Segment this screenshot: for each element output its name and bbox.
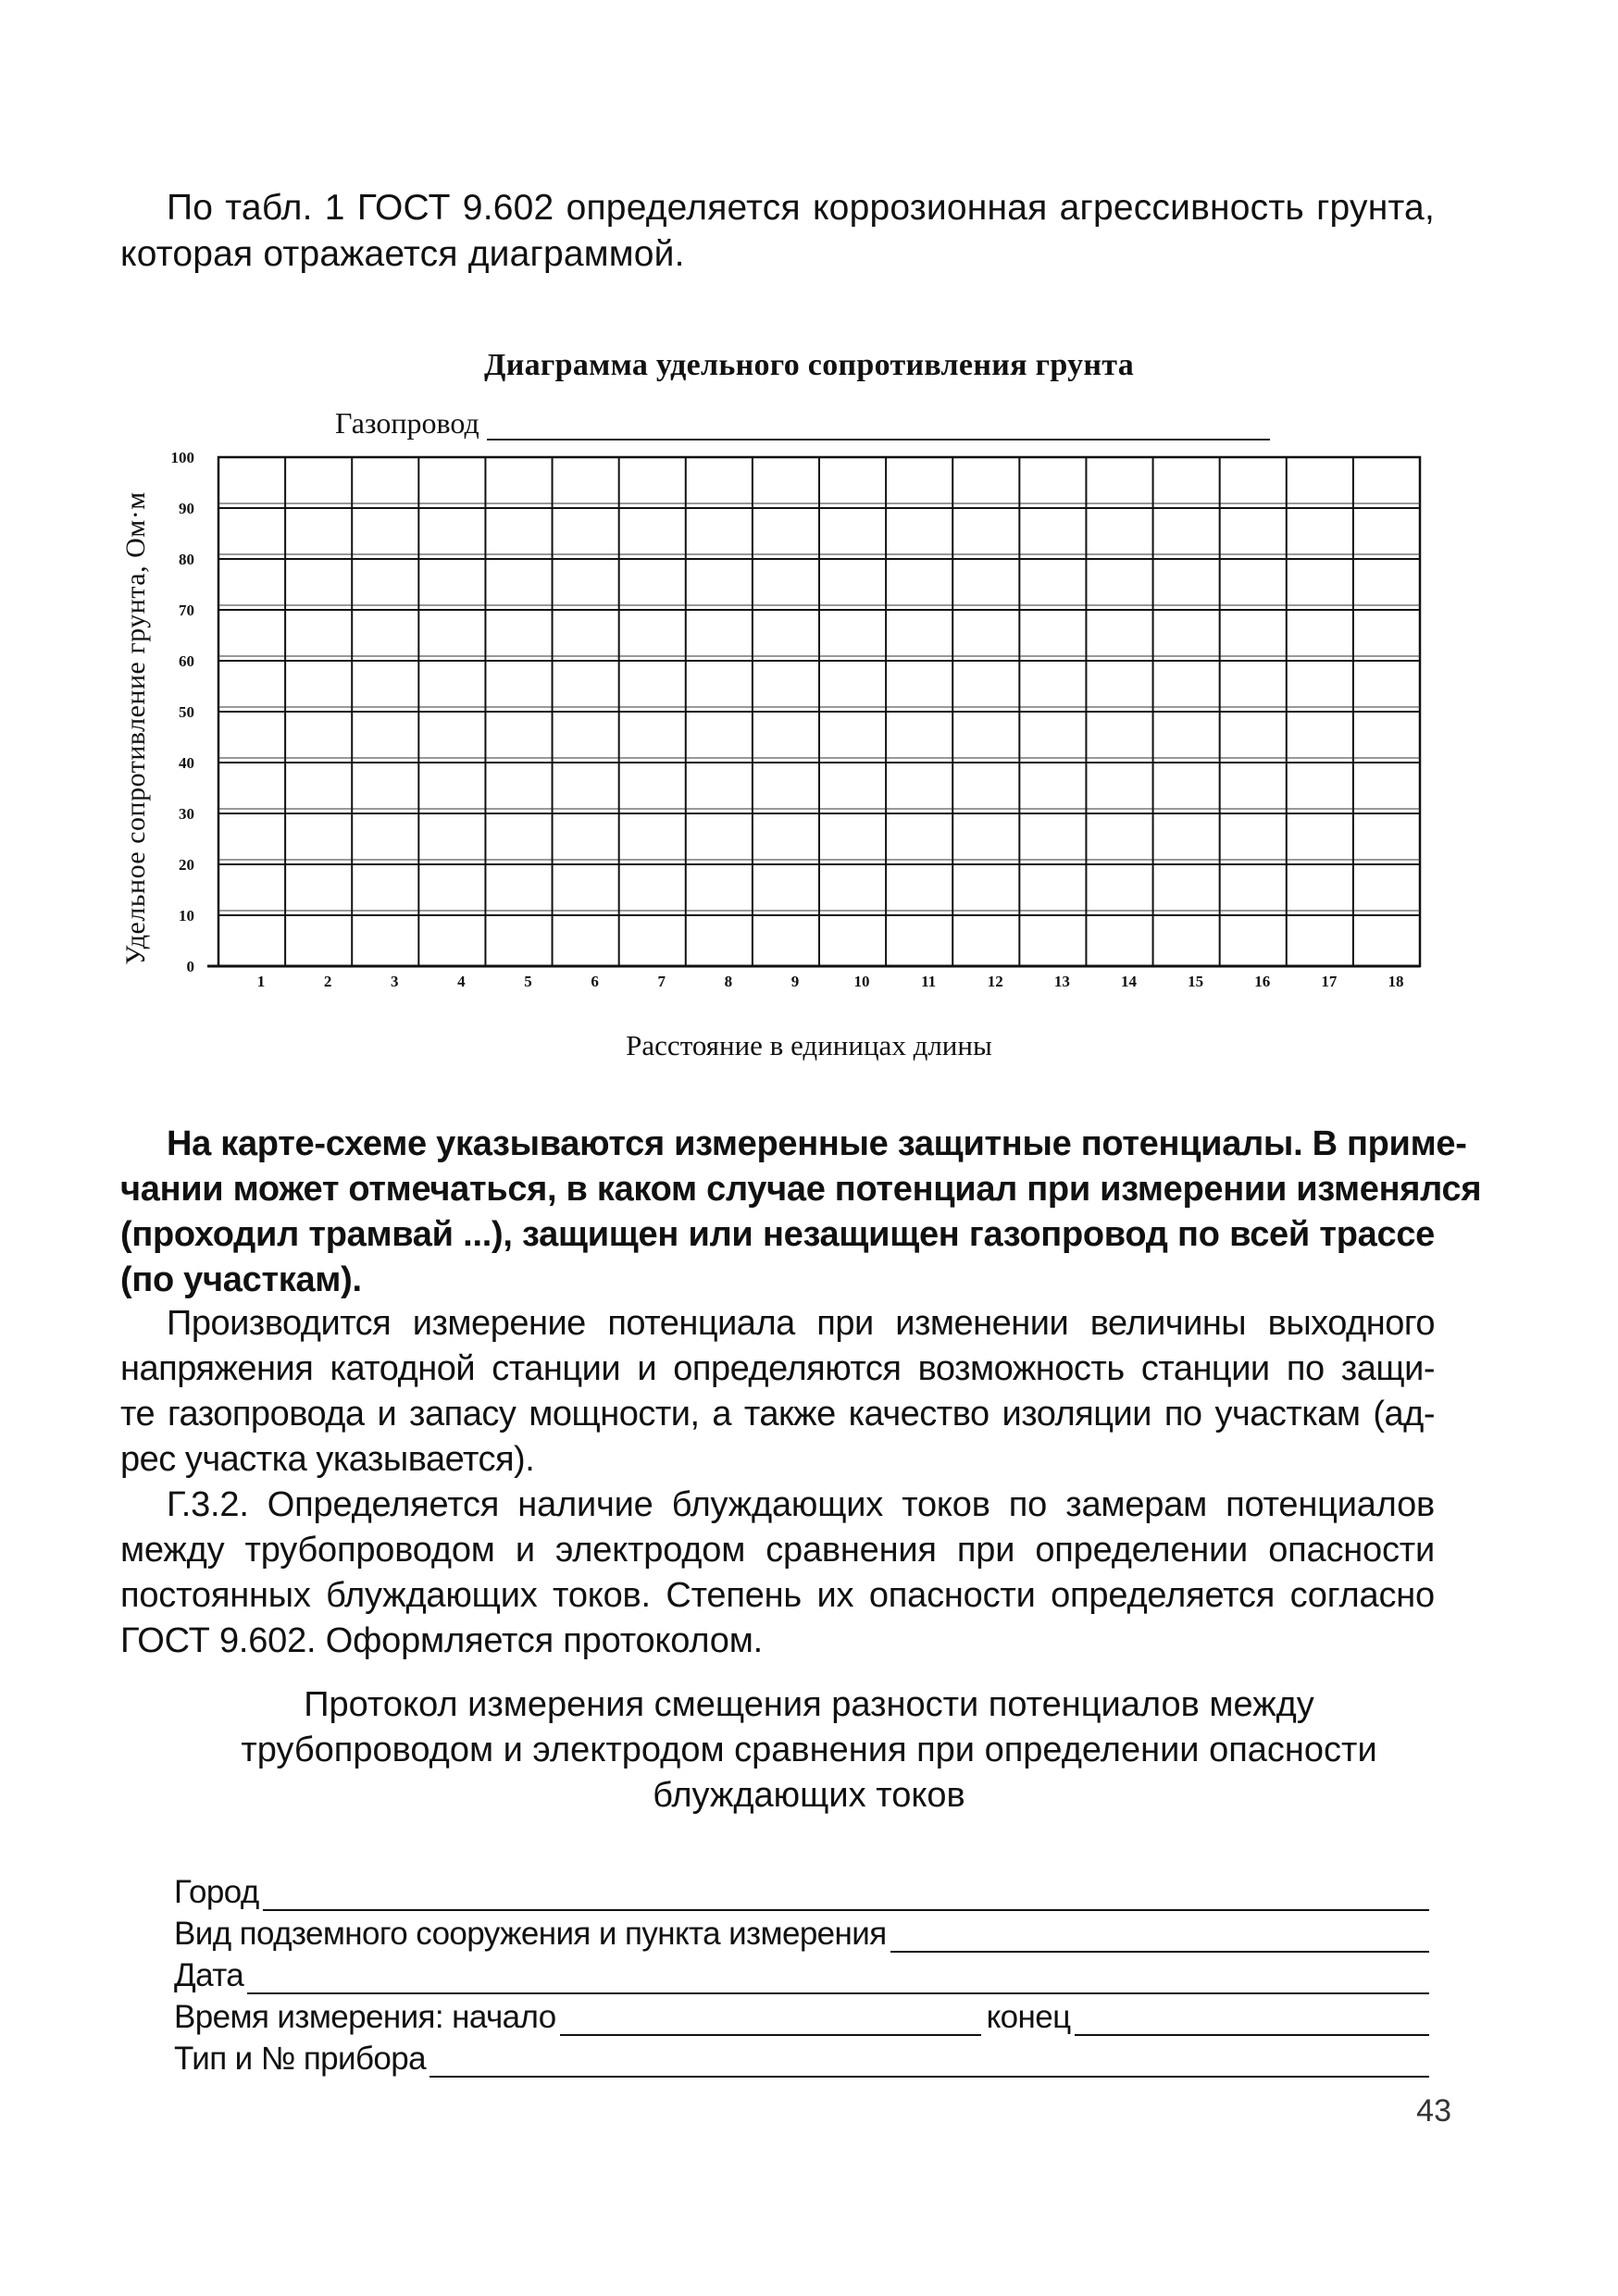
y-tick-label: 10 [179,907,194,925]
x-tick-label: 9 [790,973,800,990]
chart-title: Диаграмма удельного сопротивления грунта [484,348,1134,382]
x-tick-label: 2 [323,973,332,990]
y-tick-label: 20 [179,856,194,874]
x-tick-label: 1 [256,973,266,990]
paragraph-line: рес участка указывается). [120,1440,535,1479]
y-tick-label: 100 [170,452,194,466]
protocol-title-line: блуждающих токов [653,1776,965,1815]
x-tick-label: 7 [657,973,666,990]
x-axis-label: Расстояние в единицах длины [626,1029,992,1061]
paragraph-line: На карте-схеме указываются измеренные защитные потенциалы. В приме- [167,1124,1467,1163]
x-tick-label: 8 [724,973,733,990]
intro-line: По табл. 1 ГОСТ 9.602 определяется коррозионная агрессивность грунта, [167,188,1435,228]
x-tick-label: 4 [457,973,466,990]
paragraph-line: Г.3.2. Определяется наличие блуждающих токов по замерам потенциалов [167,1485,1435,1524]
x-tick-label: 15 [1188,973,1204,990]
paragraph-line: (проходил трамвай ...), защищен или незащищен газопровод по всей трассе [120,1215,1435,1254]
measurement-paragraph [120,1301,1435,1483]
protocol-title-line: Протокол измерения смещения разности потенциалов между [304,1685,1314,1724]
y-tick-label: 80 [179,551,194,568]
pipeline-field [335,405,1270,441]
protocol-title [0,1682,1618,1818]
x-tick-label: 6 [591,973,599,990]
y-axis-label-container [113,455,159,1001]
x-tick-label: 10 [853,973,870,990]
time-start-label: Время измерения: начало [174,1999,556,2035]
form-row-time [174,1994,1429,2036]
device-label: Тип и № прибора [174,2041,427,2077]
form-row-date [174,1953,1429,1994]
y-tick-label: 0 [186,958,194,975]
device-blank-line [429,2044,1429,2078]
y-axis-label: Удельное сопротивление грунта, Ом·м [120,491,151,965]
date-label: Дата [174,1957,244,1993]
paragraph-line: (по участкам). [120,1260,362,1299]
paragraph-line: постоянных блуждающих токов. Степень их опасности определяется согласно [120,1576,1435,1615]
paragraph-line: ГОСТ 9.602. Оформляется протоколом. [120,1621,763,1660]
intro-paragraph [120,185,1435,278]
map-notes-paragraph [120,1122,1482,1303]
city-blank-line [263,1878,1429,1911]
structure-label: Вид подземного сооружения и пункта измерения [174,1916,887,1952]
x-tick-label: 11 [921,973,937,990]
structure-blank-line [890,1919,1429,1953]
x-tick-label: 5 [524,973,532,990]
x-tick-label: 16 [1254,973,1271,990]
stray-currents-paragraph [120,1483,1435,1664]
pipeline-label: Газопровод [335,406,479,440]
y-tick-label: 30 [179,805,194,823]
y-tick-label: 40 [179,754,194,772]
intro-line: которая отражается диаграммой. [120,234,685,274]
y-tick-label: 60 [179,652,194,670]
time-start-blank-line [560,2003,981,2036]
paragraph-line: между трубопроводом и электродом сравнения при определении опасности [120,1531,1435,1570]
city-label: Город [174,1874,259,1910]
form-row-device [174,2036,1429,2078]
time-end-blank-line [1075,2003,1429,2036]
protocol-title-line: трубопроводом и электродом сравнения при определении опасности [241,1731,1377,1769]
pipeline-blank-line [487,405,1270,441]
form-row-structure [174,1911,1429,1953]
x-tick-label: 17 [1321,973,1338,990]
y-tick-label: 90 [179,500,194,517]
date-blank-line [247,1961,1429,1994]
paragraph-line: те газопровода и запасу мощности, а также качество изоляции по участкам (ад- [120,1395,1435,1433]
x-tick-label: 14 [1121,973,1137,990]
x-tick-label: 12 [987,973,1003,990]
protocol-form [174,1869,1429,2078]
paragraph-line: Производится измерение потенциала при изменении величины выходного [167,1304,1435,1343]
page-number: 43 [1416,2093,1451,2128]
x-tick-label: 13 [1053,973,1070,990]
time-end-label: конец [986,1999,1071,2035]
y-tick-label: 70 [179,602,194,619]
y-tick-label: 50 [179,703,194,721]
x-tick-label: 18 [1388,973,1404,990]
paragraph-line: чании может отмечаться, в каком случае потенциал при измерении изменялся [120,1170,1482,1209]
form-row-city [174,1869,1429,1911]
x-tick-label: 3 [391,973,399,990]
resistivity-chart [163,452,1459,998]
paragraph-line: напряжения катодной станции и определяются возможность станции по защи- [120,1349,1435,1388]
